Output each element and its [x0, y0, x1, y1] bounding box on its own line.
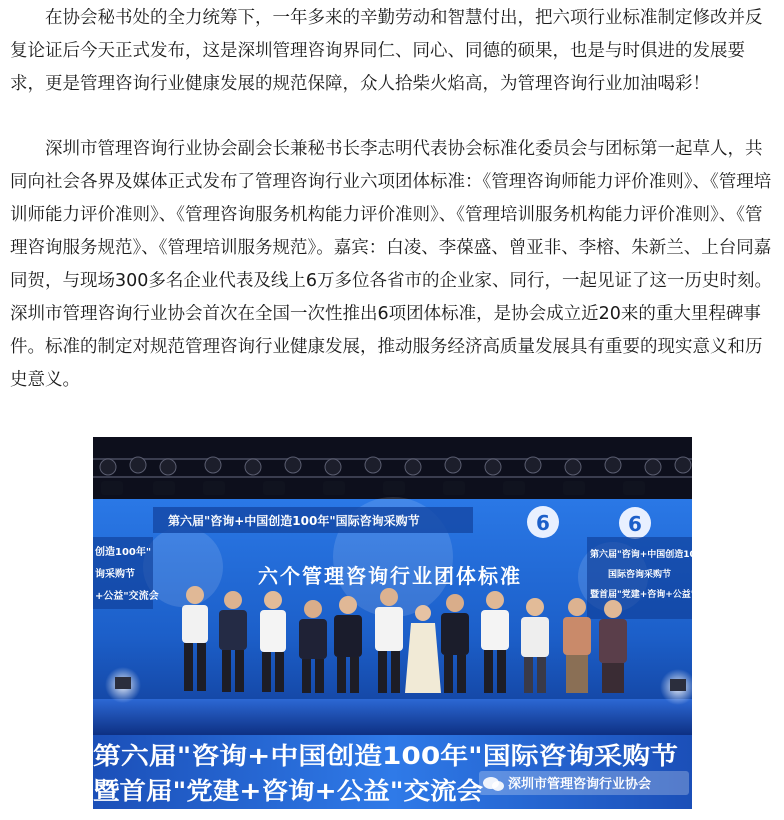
stage-headline: 六个管理咨询行业团体标准: [258, 564, 522, 588]
right-screen-line-2: 国际咨询采购节: [608, 570, 672, 580]
badge-6-right: [619, 507, 651, 539]
watermark-text: 深圳市管理咨询行业协会: [508, 777, 652, 792]
left-screen-line-3: +公益"交流会: [95, 591, 159, 602]
right-screen-line-1: 第六届"咨询+中国创造100年: [590, 550, 712, 560]
screen-banner-title: 第六届"咨询+中国创造100年"国际咨询采购节: [168, 514, 420, 528]
right-screen-line-3: 暨首届"党建+咨询+公益"交流: [590, 590, 714, 600]
badge-number-left: 6: [536, 511, 550, 535]
event-photo-drawing: [93, 437, 714, 809]
front-banner-line-1: 第六届"咨询+中国创造100年"国际咨询采购节: [93, 742, 678, 770]
left-screen-line-1: 创造100年": [95, 547, 152, 558]
badge-6-left: [527, 506, 559, 538]
badge-number-right: 6: [628, 512, 642, 536]
watermark: [479, 771, 689, 795]
front-banner-line-2: 暨首届"党建+咨询+公益"交流会: [93, 777, 483, 805]
ceiling: [93, 437, 692, 507]
stage-floor: [93, 699, 692, 739]
left-screen-line-2: 询采购节: [95, 569, 135, 580]
article-paragraph-1: 在协会秘书处的全力统筹下，一年多来的辛勤劳动和智慧付出，把六项行业标准制定修改并反复论证后今天正式发布，这是深圳管理咨询界同仁、同心、同德的硕果，也是与时俱进的发展要求，更是管理咨询行业健康发展的规范保障，众人拾柴火焰高，为管理咨询行业加油喝彩！: [10, 8, 763, 94]
article-paragraph-2: 深圳市管理咨询行业协会副会长兼秘书长李志明代表协会标准化委员会与团标第一起草人，共同向社会各界及媒体正式发布了管理咨询行业六项团体标准：《管理咨询师能力评价准则》、《管理培训师能力评价准则》、《管理咨询服务机构能力评价准则》、《管理培训服务机构能力评价准则》、《管理咨询服务规范》、《管理培训服务规范》。嘉宾：白凌、李葆盛、曾亚非、李榕、朱新兰、上台同嘉同贺，与现场300多名企业代表及线上6万多位各省市的企业家、同行，一起见证了这一历史时刻。深圳市管理咨询行业协会首次在全国一次性推出6项团体标准，是协会成立近20来的重大里程碑事件。标准的制定对规范管理咨询行业健康发展，推动服务经济高质量发展具有重要的现实意义和历史意义。: [10, 139, 773, 390]
event-photo: [93, 437, 714, 809]
